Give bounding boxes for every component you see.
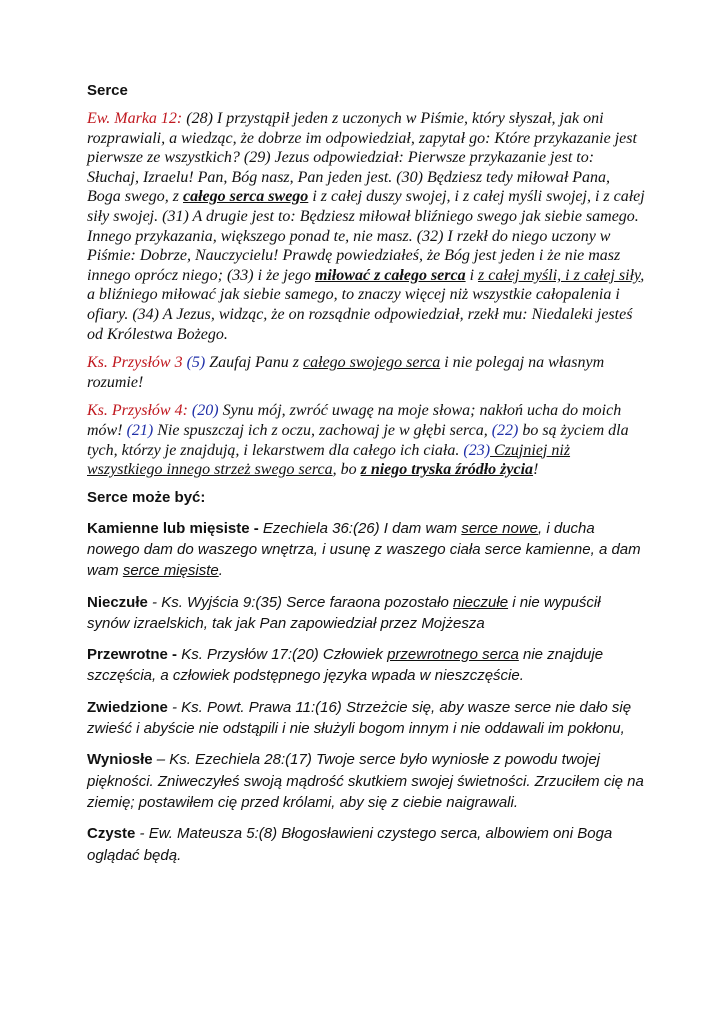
item-kamienne xyxy=(87,518,647,582)
underlined-text: z całej myśli, i z całej siły xyxy=(478,266,641,284)
verse-text: , a bliźniego miłować jak siebie samego, to znaczy więcej niż wszystkie całopalenia i ofiary. (34) A Jezus, widząc, że on rozsądnie odpowiedział, rzekł mu: Niedaleki jesteś od Królestwa Bożego. xyxy=(87,266,645,343)
underlined-text: całego swojego serca xyxy=(303,354,441,372)
emphasis-underlined: całego serca swego xyxy=(183,188,309,206)
verse-number: (23) xyxy=(459,441,491,459)
verse-text: ! xyxy=(533,461,539,479)
underlined-text: Czujniej niż wszystkiego innego strzeż swego serca xyxy=(87,441,571,479)
underlined-text: serce mięsiste xyxy=(122,562,219,580)
document-page xyxy=(87,82,647,876)
item-text: , i ducha nowego dam do waszego wnętrza, i usunę z waszego ciała serce kamienne, a dam wam xyxy=(87,519,641,580)
verse-reference: Ks. Przysłów 3 xyxy=(87,354,183,372)
verse-text: , bo xyxy=(332,461,361,479)
underlined-text: przewrotnego serca xyxy=(387,646,519,664)
verse-przyslow-3 xyxy=(87,353,647,392)
verse-number: (5) xyxy=(182,354,206,372)
item-text: - Ew. Mateusza 5:(8) Błogosławieni czystego serca, albowiem oni Boga oglądać będą. xyxy=(87,825,613,864)
item-text: Ezechiela 36:(26) I dam wam xyxy=(262,519,462,537)
verse-reference: Ew. Marka 12: xyxy=(87,110,183,127)
verse-przyslow-4 xyxy=(87,401,647,479)
verse-text: (28) I przystąpił jeden z uczonych w Piśmie, który słyszał, jak oni rozprawiali, a wiedząc, że dobrze im odpowiedział, zapytał go: Które przykazanie jest pierwsze ze wszystkich? (29) Jezus odpowiedział: Pierwsze przykazanie jest to: Słuchaj, Izraelu! Pan, Bóg nasz, Pan jeden jest. (30) Będziesz tedy miłował Pana, Boga swego, z xyxy=(87,110,637,206)
item-heading: Zwiedzione xyxy=(87,698,168,716)
item-text: Ks. Przysłów 17:(20) Człowiek xyxy=(181,646,388,664)
item-heading: Kamienne lub mięsiste - xyxy=(87,519,263,537)
verse-text: i z całej duszy swojej, i z całej myśli swojej, i z całej siły swojej. (31) A drugie jest to: Będziesz miłował bliźniego swego jak siebie samego. Innego przykazania, większego ponad te, nie masz. (32) I rzekł do niego uczony w Piśmie: Dobrze, Nauczycielu! Prawdę powiedziałeś, że Bóg jest jeden i że nie masz innego oprócz niego; (33) i że jego xyxy=(87,188,645,284)
item-text: – Ks. Ezechiela 28:(17) Twoje serce było wyniosłe z powodu twojej piękności. Zniweczyłeś swoją mądrość skutkiem swojej świetności. Zrzuciłem cię na ziemię; postawiłem cię przed królami, aby się z ciebie naigrawali. xyxy=(87,751,644,811)
verse-reference: Ks. Przysłów 4: xyxy=(87,402,188,420)
verse-text: bo są życiem dla tych, którzy je znajdują, i lekarstwem dla całego ich ciała. xyxy=(87,421,629,459)
item-text: nie znajduje szczęścia, a człowiek podstępnego języka wpada w nieszczęście. xyxy=(87,646,604,685)
item-text: - Ks. Wyjścia 9:(35) Serce faraona pozostało xyxy=(147,593,453,611)
underlined-text: nieczułe xyxy=(453,593,509,611)
emphasis-underlined: z niego tryska źródło życia xyxy=(360,461,534,479)
verse-text: i nie polegaj na własnym rozumie! xyxy=(87,354,605,391)
verse-text: Synu mój, zwróć uwagę na moje słowa; nakłoń ucha do moich mów! xyxy=(87,402,622,439)
item-heading: Wyniosłe xyxy=(87,751,153,769)
verse-number: (22) xyxy=(487,421,519,439)
verse-text: i xyxy=(465,266,479,284)
item-text: - Ks. Powt. Prawa 11:(16) Strzeżcie się, aby wasze serce nie dało się zwieść i abyście nie odstąpili i nie służyli bogom innym i nie oddawali im pokłonu, xyxy=(87,698,632,738)
page-title: Serce xyxy=(87,82,128,99)
verse-number: (20) xyxy=(187,402,219,420)
item-przewrotne xyxy=(87,644,647,687)
item-wyniosle xyxy=(87,749,647,813)
item-heading: Przewrotne - xyxy=(87,646,182,664)
item-zwiedzione xyxy=(87,697,647,740)
item-czyste xyxy=(87,823,647,866)
underlined-text: serce nowe xyxy=(461,519,539,537)
item-nieczule xyxy=(87,592,647,635)
emphasis-underlined: miłować z całego serca xyxy=(314,266,466,284)
item-text: . xyxy=(218,562,223,580)
item-heading: Czyste xyxy=(87,825,136,843)
verse-number: (21) xyxy=(122,421,154,439)
item-heading: Nieczułe xyxy=(87,593,148,611)
section-heading: Serce może być: xyxy=(87,488,206,506)
verse-text: Nie spuszczaj ich z oczu, zachowaj je w głębi serca, xyxy=(153,421,488,439)
item-text: i nie wypuścił synów izraelskich, tak jak Pan zapowiedział przez Mojżesza xyxy=(87,593,601,632)
verse-marek-12 xyxy=(87,109,647,344)
verse-text: Zaufaj Panu z xyxy=(205,354,304,372)
